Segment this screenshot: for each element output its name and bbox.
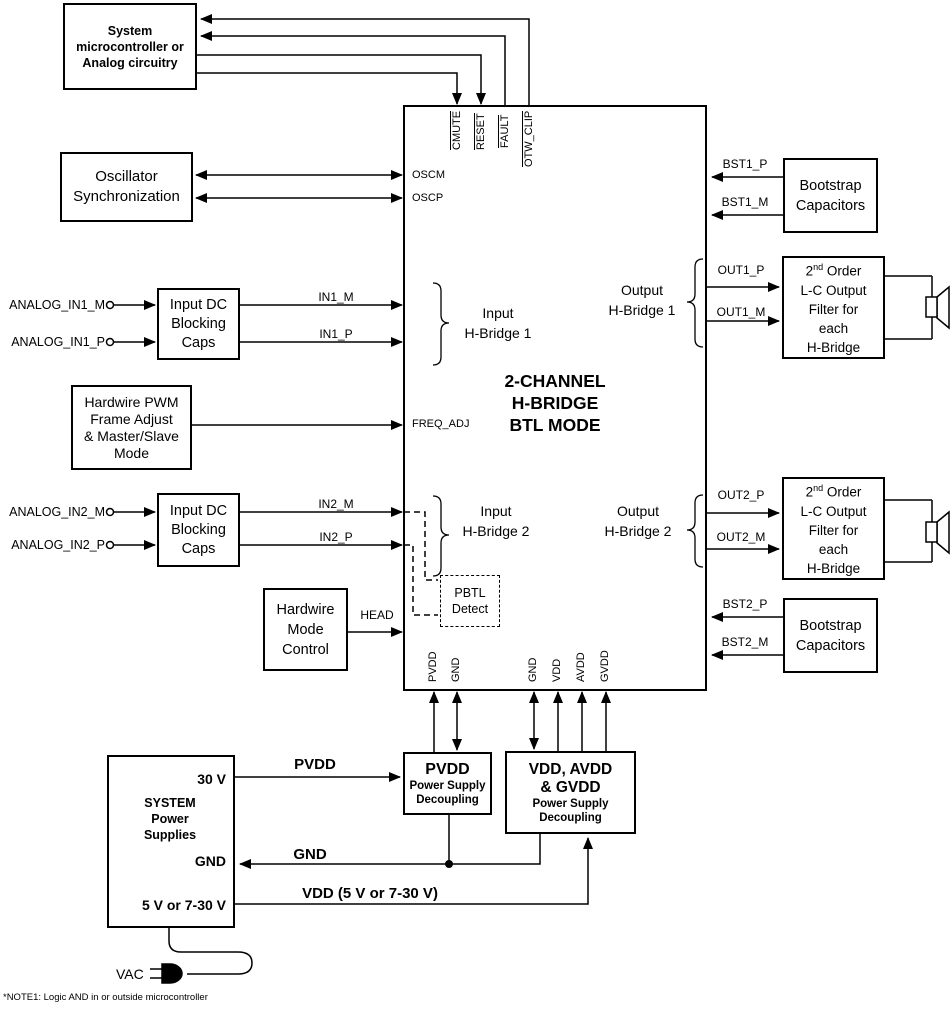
mode-line: Mode — [287, 621, 324, 638]
bootstrap-line: Capacitors — [795, 197, 866, 214]
filter-line-order: 2nd Order — [805, 262, 862, 279]
chip-title-line: BTL MODE — [509, 415, 601, 435]
filter-line: H-Bridge — [806, 560, 861, 576]
caps-line: Blocking — [171, 521, 226, 538]
wire-label-vdd: VDD (5 V or 7-30 V) — [302, 885, 438, 902]
output-hbridge1-label — [589, 280, 695, 320]
bootstrap-line: Capacitors — [795, 637, 866, 654]
group-line: H-Bridge 1 — [464, 325, 532, 341]
group-line: H-Bridge 2 — [462, 523, 530, 539]
wire-label-in2m: IN2_M — [318, 497, 354, 511]
pin-fault: FAULT — [499, 114, 511, 148]
mcu-line: Analog circuitry — [82, 55, 178, 70]
caps-line: Caps — [181, 334, 216, 351]
osc-line: Oscillator — [95, 168, 158, 185]
analog-in2-m-label: ANALOG_IN2_M — [9, 505, 105, 519]
supply-gnd-label: GND — [194, 853, 226, 869]
system-line: SYSTEM — [144, 796, 196, 810]
pvdd-box-line: Decoupling — [416, 793, 479, 806]
group-line: H-Bridge 2 — [604, 523, 672, 539]
ordinal-superscript: nd — [813, 262, 824, 273]
wire-label-out1m: OUT1_M — [716, 305, 766, 319]
pbtl-detect-box — [440, 575, 500, 627]
speaker-icon — [885, 500, 949, 562]
caps-line: Input DC — [169, 502, 228, 519]
wire-label-bst1m: BST1_M — [721, 195, 769, 209]
terminal-in2p — [107, 542, 114, 549]
ordinal-superscript: nd — [813, 483, 824, 494]
pin-oscm: OSCM — [412, 169, 445, 181]
input-hbridge2-label — [443, 501, 549, 541]
filter-line: H-Bridge — [806, 339, 861, 355]
pbtl-line: PBTL — [454, 586, 486, 600]
terminal-in2m — [107, 509, 114, 516]
bootstrap-capacitors-box-1 — [783, 158, 878, 233]
pvdd-box-line: Power Supply — [409, 779, 486, 792]
group-line: Input — [482, 305, 514, 321]
wire-label-in2p: IN2_P — [319, 530, 353, 544]
system-microcontroller-box — [63, 3, 197, 90]
pwm-line: Frame Adjust — [90, 410, 173, 427]
mcu-line: System — [107, 23, 153, 38]
pwm-line: Hardwire PWM — [84, 393, 179, 410]
filter-line: Filter for — [808, 301, 859, 317]
wire-cmute — [197, 73, 457, 104]
wire-label-bst2m: BST2_M — [721, 635, 769, 649]
pin-otw-clip: OTW_CLIP — [523, 110, 535, 167]
wire-label-in1m: IN1_M — [318, 290, 354, 304]
pin-gvdd: GVDD — [599, 650, 611, 682]
wire-label-bst1p: BST1_P — [722, 157, 768, 171]
chip-title-line: 2-CHANNEL — [504, 371, 606, 391]
speaker-icon — [885, 276, 949, 339]
input-dc-blocking-caps-box-2 — [157, 493, 240, 567]
analog-in1-p-label: ANALOG_IN1_P — [11, 335, 105, 349]
system-line: Power — [151, 812, 189, 826]
wire-label-pvdd: PVDD — [294, 756, 336, 773]
pbtl-line: Detect — [451, 602, 489, 616]
filter-line: Filter for — [808, 522, 859, 538]
group-line: Output — [620, 282, 664, 298]
lc-output-filter-box-1 — [782, 256, 885, 359]
hardwire-mode-control-box — [263, 588, 348, 671]
pin-reset: RESET — [475, 113, 487, 150]
pin-gnd-1: GND — [450, 657, 462, 682]
wire-label-bst2p: BST2_P — [722, 597, 768, 611]
filter-line: L-C Output — [800, 282, 867, 298]
vac-label: VAC — [116, 966, 144, 982]
bootstrap-line: Bootstrap — [799, 177, 862, 194]
wire-reset — [197, 55, 481, 104]
pwm-line: Mode — [113, 444, 150, 461]
pin-avdd: AVDD — [575, 652, 587, 682]
analog-in2-p-label: ANALOG_IN2_P — [11, 538, 105, 552]
filter-line: each — [818, 320, 849, 336]
junction-dot — [445, 860, 453, 868]
caps-line: Caps — [181, 540, 216, 557]
system-power-supplies-label — [109, 795, 231, 843]
pin-vdd: VDD — [551, 658, 563, 682]
pvdd-box-title: PVDD — [425, 760, 470, 778]
output-hbridge2-label — [585, 501, 691, 541]
wire-label-out1p: OUT1_P — [717, 263, 765, 277]
mcu-line: microcontroller or — [76, 39, 184, 54]
analog-in1-m-label: ANALOG_IN1_M — [9, 298, 105, 312]
vdd-box-line: Power Supply — [532, 797, 609, 810]
input-dc-blocking-caps-box-1 — [157, 288, 240, 360]
terminal-in1m — [107, 302, 114, 309]
oscillator-sync-box — [60, 152, 193, 222]
wire-label-in1p: IN1_P — [319, 327, 353, 341]
pwm-line: & Master/Slave — [84, 427, 179, 444]
group-line: Input — [480, 503, 512, 519]
vdd-box-title: & GVDD — [540, 778, 601, 796]
filter-line-order: 2nd Order — [805, 483, 862, 500]
group-line: H-Bridge 1 — [608, 302, 676, 318]
bootstrap-capacitors-box-2 — [783, 598, 878, 673]
pin-oscp: OSCP — [412, 192, 444, 204]
wire-fault — [201, 36, 505, 106]
wire-label-out2p: OUT2_P — [717, 488, 765, 502]
plug-icon — [150, 964, 182, 983]
pin-pvdd: PVDD — [427, 651, 439, 682]
mode-line: Hardwire — [276, 601, 335, 618]
pin-gnd-2: GND — [527, 657, 539, 682]
supply-30v-label: 30 V — [197, 771, 226, 787]
system-line: Supplies — [143, 828, 197, 842]
input-hbridge1-label — [445, 303, 551, 343]
osc-line: Synchronization — [73, 188, 180, 205]
pvdd-decoupling-box — [403, 752, 492, 815]
hardwire-pwm-box — [71, 385, 192, 470]
vdd-box-title: VDD, AVDD — [528, 760, 613, 778]
dashed-pbtl-tap1 — [404, 512, 438, 580]
filter-line: L-C Output — [800, 503, 867, 519]
vdd-box-line: Decoupling — [539, 811, 602, 824]
mode-line: Control — [282, 641, 329, 658]
pin-freq-adj: FREQ_ADJ — [412, 418, 470, 430]
group-line: Output — [616, 503, 660, 519]
caps-line: Blocking — [171, 315, 226, 332]
dashed-pbtl-tap2 — [404, 545, 438, 615]
wire-label-head: HEAD — [360, 608, 394, 622]
terminal-in1p — [107, 339, 114, 346]
pin-cmute: CMUTE — [451, 110, 463, 150]
wire-otw-clip — [201, 19, 529, 106]
bootstrap-line: Bootstrap — [799, 617, 862, 634]
system-power-supplies-box — [107, 755, 235, 928]
filter-line: each — [818, 541, 849, 557]
supply-5v-label: 5 V or 7-30 V — [141, 897, 226, 913]
lc-output-filter-box-2 — [782, 477, 885, 580]
wire-label-out2m: OUT2_M — [716, 530, 766, 544]
vdd-avdd-gvdd-decoupling-box — [505, 751, 636, 834]
footnote: *NOTE1: Logic AND in or outside microcontroller — [3, 992, 208, 1003]
power-cord — [169, 928, 252, 974]
chip-title-line: H-BRIDGE — [511, 393, 599, 413]
wire-label-gnd: GND — [293, 846, 327, 863]
caps-line: Input DC — [169, 296, 228, 313]
